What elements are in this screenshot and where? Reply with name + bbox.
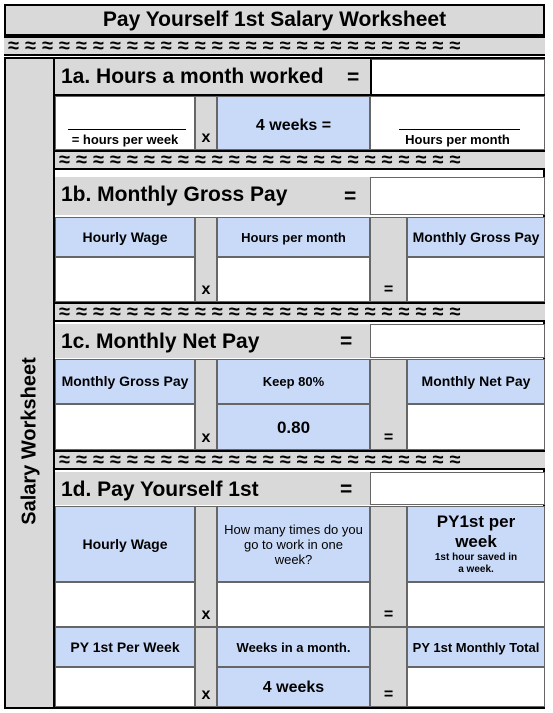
- py1st-per-week-title: PY1st per week: [436, 512, 516, 551]
- py1st-monthly-total-input[interactable]: [407, 667, 545, 707]
- equals-operator-1b: =: [370, 217, 407, 302]
- section-1b-header: [55, 177, 370, 215]
- equals-operator-1d: =: [370, 506, 407, 627]
- times-operator-1b: x: [195, 217, 217, 302]
- section-1c-header: [55, 324, 370, 358]
- section-1d-title: 1d. Pay Yourself 1st: [61, 478, 259, 501]
- divider-1: [55, 150, 545, 170]
- py1st-per-week-input[interactable]: [407, 582, 545, 627]
- divider-pattern: ≈≈≈≈≈≈≈≈≈≈≈≈≈≈≈≈≈≈≈≈≈≈≈≈: [59, 450, 467, 470]
- section-1a-header: [55, 59, 370, 95]
- hours-per-month-label: Hours per month: [405, 132, 510, 147]
- hours-per-month-cell[interactable]: [370, 96, 545, 150]
- weeks-in-month-label: Weeks in a month.: [217, 627, 370, 667]
- hours-per-month-label-1b: Hours per month: [217, 217, 370, 257]
- py1st-per-week-input-2[interactable]: [55, 667, 195, 707]
- worksheet-title: Pay Yourself 1st Salary Worksheet: [4, 4, 545, 36]
- hours-per-week-label: = hours per week: [71, 132, 179, 147]
- equals-operator-1d-2: =: [370, 627, 407, 707]
- section-1c-equals: =: [340, 330, 353, 353]
- factor-cell: 0.80: [217, 404, 370, 450]
- times-operator-1c: x: [195, 359, 217, 450]
- hourly-wage-label-1d: Hourly Wage: [55, 506, 195, 582]
- monthly-net-pay-label-1c: Monthly Net Pay: [407, 359, 545, 404]
- section-1a-title: 1a. Hours a month worked: [61, 65, 324, 88]
- equals-operator-1c: =: [370, 359, 407, 450]
- section-1d-header: [55, 472, 370, 505]
- monthly-net-pay-input-1c[interactable]: [407, 404, 545, 450]
- divider-pattern: ≈≈≈≈≈≈≈≈≈≈≈≈≈≈≈≈≈≈≈≈≈≈≈≈: [59, 302, 467, 322]
- section-1d-result[interactable]: [370, 472, 545, 505]
- hourly-wage-label-1b: Hourly Wage: [55, 217, 195, 257]
- hours-per-month-input-1b[interactable]: [217, 257, 370, 302]
- hours-per-week-cell[interactable]: [55, 96, 195, 150]
- divider-2: [55, 302, 545, 322]
- divider-3: [55, 450, 545, 470]
- divider-pattern: ≈≈≈≈≈≈≈≈≈≈≈≈≈≈≈≈≈≈≈≈≈≈≈≈: [59, 150, 467, 170]
- section-1a-equals: =: [347, 66, 360, 89]
- section-1b-equals: =: [344, 185, 357, 208]
- hourly-wage-input-1d[interactable]: [55, 582, 195, 627]
- work-times-label: How many times do you go to work in one week?: [217, 506, 370, 582]
- py1st-monthly-total-label: PY 1st Monthly Total: [407, 627, 545, 667]
- times-operator-1d-2: x: [195, 627, 217, 707]
- times-operator-1a: x: [195, 96, 217, 150]
- py1st-per-week-label-2: PY 1st Per Week: [55, 627, 195, 667]
- section-1b-result[interactable]: [370, 177, 545, 215]
- side-label: Salary Worksheet: [18, 357, 41, 525]
- py1st-per-week-note: 1st hour saved in a week.: [434, 552, 518, 575]
- weeks-value-cell: 4 weeks: [217, 667, 370, 707]
- hourly-wage-input-1b[interactable]: [55, 257, 195, 302]
- monthly-gross-pay-label-1b: Monthly Gross Pay: [407, 217, 545, 257]
- section-1c-result[interactable]: [370, 324, 545, 358]
- monthly-gross-pay-label-1c: Monthly Gross Pay: [55, 359, 195, 404]
- divider-pattern: ≈≈≈≈≈≈≈≈≈≈≈≈≈≈≈≈≈≈≈≈≈≈≈≈≈≈≈: [8, 36, 467, 56]
- times-operator-1d: x: [195, 506, 217, 627]
- section-1a-result[interactable]: [370, 59, 545, 95]
- top-divider: [4, 36, 545, 56]
- weeks-cell-1a: 4 weeks =: [217, 96, 370, 150]
- side-band: [6, 59, 55, 707]
- section-1b-title: 1b. Monthly Gross Pay: [61, 183, 288, 206]
- monthly-gross-pay-input-1b[interactable]: [407, 257, 545, 302]
- monthly-gross-pay-input-1c[interactable]: [55, 404, 195, 450]
- keep-80-label: Keep 80%: [217, 359, 370, 404]
- section-1d-equals: =: [340, 478, 353, 501]
- section-1c-title: 1c. Monthly Net Pay: [61, 330, 260, 353]
- py1st-per-week-label: [407, 506, 545, 582]
- work-times-input[interactable]: [217, 582, 370, 627]
